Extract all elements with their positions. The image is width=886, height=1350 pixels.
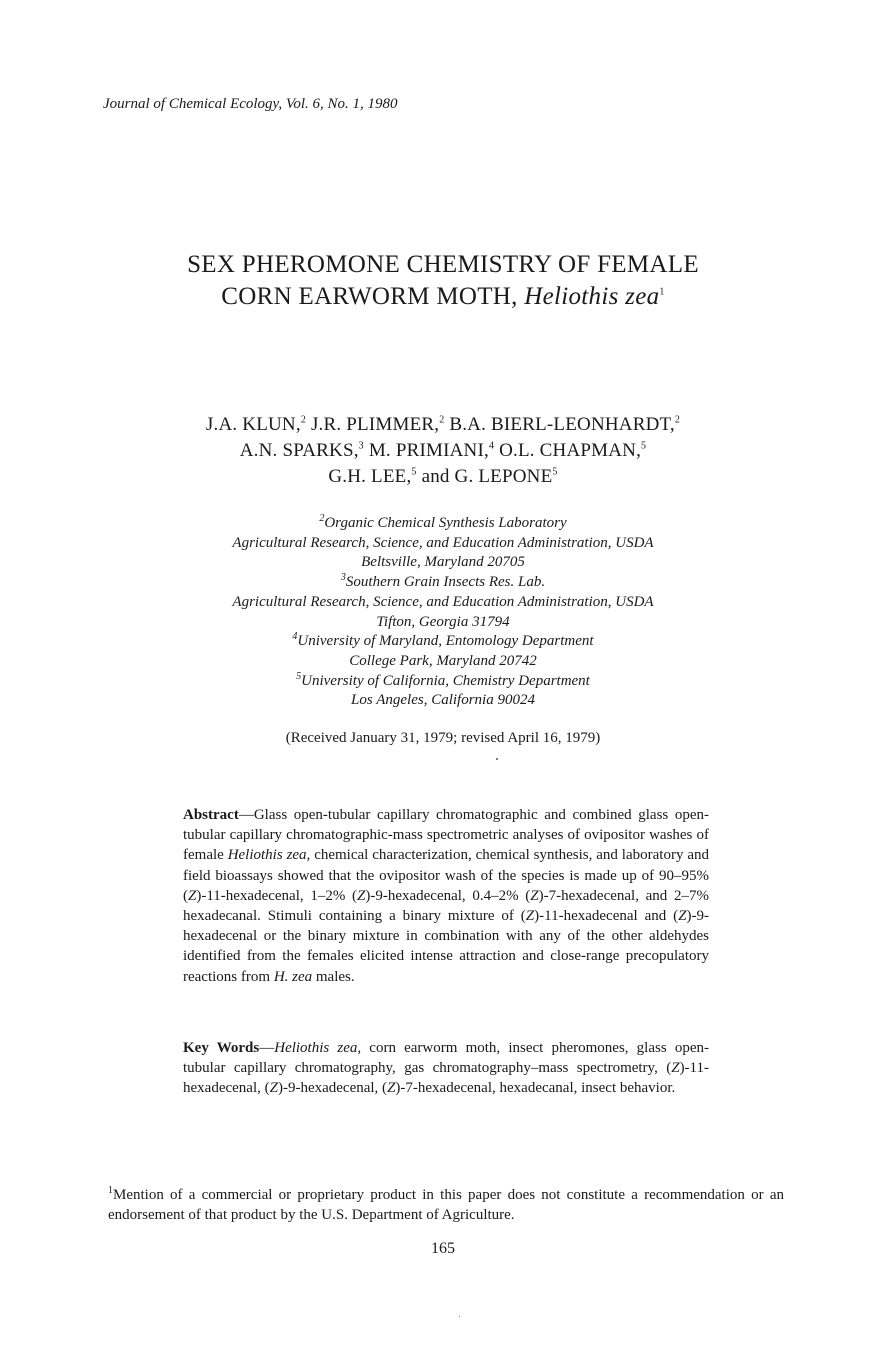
affiliation-line (0, 534, 886, 554)
italic-text: Z (387, 1080, 396, 1097)
affiliation-text: College Park, Maryland 20742 (349, 652, 537, 669)
affiliation-line (0, 593, 886, 613)
italic-text: Heliothis zea, (227, 847, 311, 864)
page-number: 165 (431, 1240, 455, 1257)
italic-text: Z (678, 908, 687, 925)
italic-text: H. zea (273, 968, 313, 985)
title-footnote-marker: 1 (659, 286, 665, 298)
footnote-marker: 1 (108, 1185, 113, 1196)
author-name: M. PRIMIANI, (363, 440, 489, 461)
text-run: chemical characterization, chemical synthesis, and laboratory and field bioassays showed that the ovipositor wash of the species is made up of 90–95% ( (183, 847, 709, 904)
affiliation-text: Beltsville, Maryland 20705 (361, 554, 525, 571)
text-run: )-7-hexadecenal, hexadecanal, insect behavior. (395, 1080, 676, 1097)
key-words (183, 1038, 709, 1099)
author-affiliation-marker: 3 (358, 440, 364, 452)
author-name: A.N. SPARKS, (239, 440, 359, 461)
text-run: —Glass open-tubular capillary chromatographic and combined glass open-tubular capillary chromatographic-mass spectrometric analyses of ovipositor washes of female (183, 807, 709, 864)
text-run: males. (312, 968, 355, 985)
italic-text: Z (525, 908, 535, 925)
author-name: G.H. LEE, (328, 466, 412, 487)
affiliation-text: Los Angeles, California 90024 (351, 692, 535, 709)
paper-title (0, 249, 886, 313)
text-run: corn earworm moth, insect pheromones, glass open-tubular capillary chromatography, gas chromatography–mass spectrometry, ( (183, 1040, 709, 1077)
italic-text: Z (671, 1060, 680, 1077)
affiliation-text: Tifton, Georgia 31794 (376, 613, 510, 630)
text-run: )-9-hexadecenal, ( (277, 1080, 388, 1097)
affiliation-text: Agricultural Research, Science, and Education Administration, USDA (232, 534, 654, 551)
author-name: and G. LEPONE (416, 466, 553, 487)
text-run: — (259, 1040, 275, 1056)
text-run: )-11-hexadecenal, ( (183, 1060, 709, 1097)
title-species: Heliothis zea (524, 283, 660, 310)
affiliations (0, 514, 886, 711)
author-line-3 (0, 464, 886, 490)
italic-text: Z (188, 887, 197, 904)
affiliation-line (0, 652, 886, 672)
author-affiliation-marker: 4 (488, 440, 495, 452)
affiliation-marker: 5 (296, 670, 302, 682)
affiliation-marker: 2 (319, 513, 325, 524)
text-run: )-7-hexadecenal, and 2–7% hexadecanal. Stimuli containing a binary mixture of ( (183, 887, 709, 925)
scan-speck (459, 1316, 460, 1317)
abstract-label: Abstract (183, 807, 239, 823)
author-name: J.A. KLUN, (205, 414, 301, 435)
abstract (183, 805, 709, 987)
text-run: )-11-hexadecenal and ( (534, 908, 679, 925)
affiliation-text: Agricultural Research, Science, and Education Administration, USDA (232, 593, 654, 610)
scan-speck (496, 758, 498, 760)
author-line-1 (0, 412, 886, 438)
affiliation-line (0, 514, 886, 534)
author-affiliation-marker: 5 (641, 440, 647, 452)
author-list (0, 412, 886, 490)
italic-text: Z (356, 887, 366, 904)
affiliation-text: Organic Chemical Synthesis Laboratory (324, 515, 567, 531)
affiliation-text: University of California, Chemistry Department (301, 672, 590, 689)
title-line-1: SEX PHEROMONE CHEMISTRY OF FEMALE (187, 251, 699, 278)
affiliation-line (0, 691, 886, 711)
author-affiliation-marker: 5 (552, 466, 558, 478)
affiliation-line (0, 613, 886, 633)
italic-text: Z (530, 887, 539, 904)
received-dates: (Received January 31, 1979; revised April 16, 1979) (285, 730, 601, 746)
author-name: B.A. BIERL-LEONHARDT, (444, 414, 675, 435)
footnote (108, 1185, 784, 1225)
author-affiliation-marker: 2 (674, 414, 681, 426)
affiliation-text: Southern Grain Insects Res. Lab. (345, 574, 546, 591)
abstract-body (183, 807, 709, 985)
author-line-2 (0, 438, 886, 464)
affiliation-line (0, 553, 886, 573)
affiliation-text: University of Maryland, Entomology Department (297, 633, 594, 650)
affiliation-line (0, 672, 886, 692)
key-words-label: Key Words (183, 1040, 260, 1056)
text-run: )-11-hexadecenal, 1–2% ( (196, 887, 357, 904)
title-line-2-prefix: CORN EARWORM MOTH, (221, 283, 525, 310)
author-affiliation-marker: 2 (439, 414, 445, 426)
affiliation-line (0, 573, 886, 593)
author-name: J.R. PLIMMER, (306, 414, 440, 435)
journal-citation: Journal of Chemical Ecology, Vol. 6, No. 1, 1980 (103, 96, 398, 112)
italic-text: Z (269, 1080, 278, 1097)
key-words-body (183, 1040, 709, 1096)
affiliation-marker: 3 (340, 572, 346, 584)
title-line-2 (0, 281, 886, 313)
text-run: )-9-hexadecenal or the binary mixture in combination with any of the other aldehydes identified from the females elicited intense attraction and close-range precopulatory reactions from (183, 908, 709, 985)
author-name: O.L. CHAPMAN, (494, 440, 642, 461)
affiliation-line (0, 632, 886, 652)
footnote-text: Mention of a commercial or proprietary product in this paper does not constitute a recommendation or an endorsement of that product by the U.S. Department of Agriculture. (108, 1187, 784, 1223)
text-run: )-9-hexadecenal, 0.4–2% ( (365, 887, 531, 904)
affiliation-marker: 4 (292, 631, 298, 643)
author-affiliation-marker: 5 (411, 466, 417, 478)
italic-text: Heliothis zea, (274, 1040, 362, 1056)
author-affiliation-marker: 2 (300, 414, 307, 426)
